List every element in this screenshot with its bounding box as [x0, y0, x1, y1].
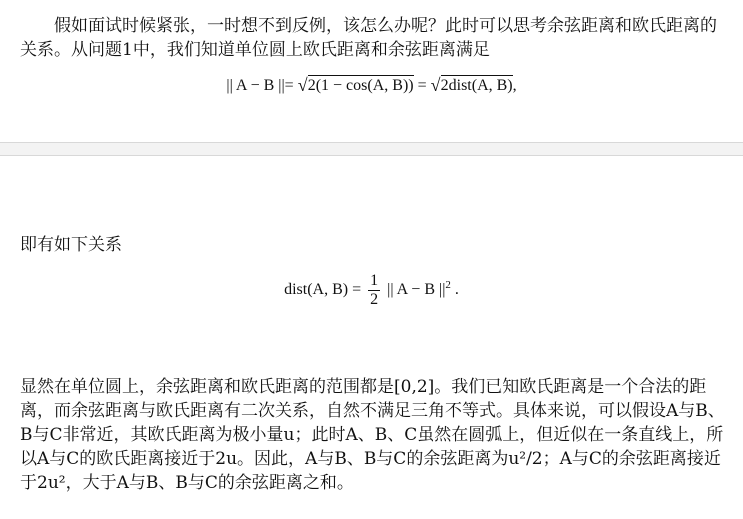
eq2-exponent: 2: [445, 278, 451, 291]
eq2-rhs: || A − B ||: [387, 281, 446, 299]
sqrt-term-1: √ 2(1 − cos(A, B)): [297, 75, 414, 95]
page-separator: [0, 142, 743, 156]
equation-dist-relation: [0, 272, 743, 309]
relation-intro: 即有如下关系: [20, 235, 122, 255]
intro-paragraph: 假如面试时候紧张，一时想不到反例，该怎么办呢？此时可以思考余弦距离和欧氏距离的关系。从问题1中，我们知道单位圆上欧氏距离和余弦距离满足: [20, 16, 717, 60]
sqrt-term-2: √ 2dist(A, B): [430, 75, 513, 95]
eq2-lhs: dist(A, B) =: [284, 281, 362, 299]
fraction-numerator: 1: [370, 272, 379, 289]
fraction-denominator: 2: [370, 291, 379, 308]
eq1-rhs: 2dist(A, B): [440, 77, 513, 94]
eq1-lhs: || A − B ||=: [226, 77, 294, 94]
explanation-paragraph: 显然在单位圆上，余弦距离和欧氏距离的范围都是[0,2]。我们已知欧氏距离是一个合法的距离，而余弦距离与欧氏距离有二次关系，自然不满足三角不等式。具体来说，可以假设A与B、B与C非常近，其欧氏距离为极小量u；此时A、B、C虽然在圆弧上，但近似在一条直线上，所以A与C的欧氏距离接近于2u。因此，A与B、B与C的余弦距离为u²/2；A与C的余弦距离接近于2u²，大于A与B、B与C的余弦距离之和。: [20, 377, 725, 493]
eq1-equals: =: [417, 77, 427, 94]
eq2-tail: .: [454, 281, 459, 299]
equation-norm-distance: [0, 77, 743, 95]
eq1-tail: ,: [512, 77, 517, 94]
eq1-mid: 2(1 − cos(A, B)): [307, 77, 414, 94]
fraction-one-half: [368, 272, 380, 309]
